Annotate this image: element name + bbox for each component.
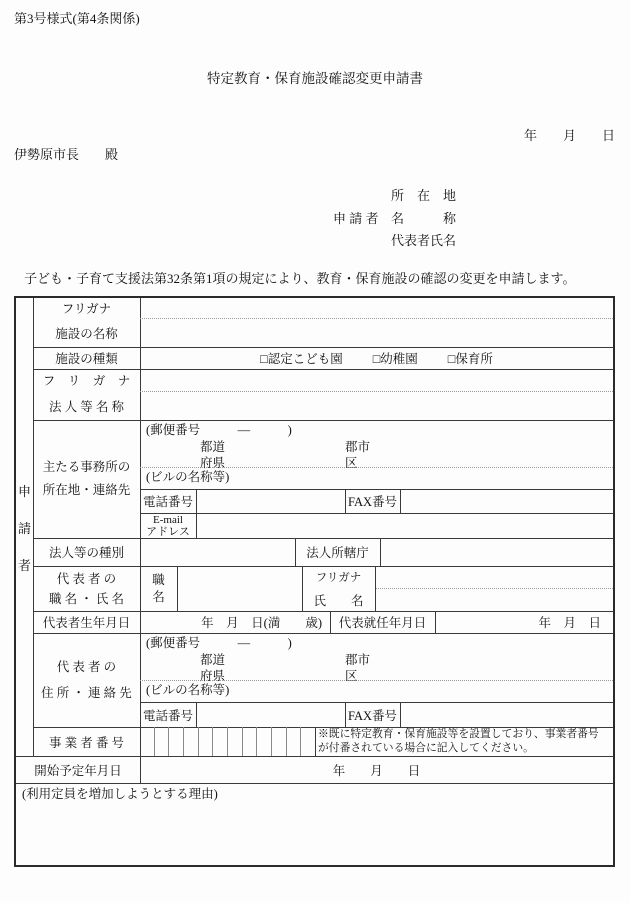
reason-label: (利用定員を増加しようとする理由) [22,787,218,801]
rep-address-label [33,633,140,727]
applicant-name-label: 名 称 [391,211,457,226]
office-pref-line1: 都道 [200,440,226,454]
applicant-location-label: 所 在 地 [391,188,457,203]
facility-type-options [140,347,613,369]
provider-number-digit-cell[interactable] [243,727,258,756]
rep-post-name-label-line1: 代 表 者 の [56,571,117,586]
office-email-label-line2: アドレス [146,525,190,538]
office-pref-line2: 府県 [200,456,226,470]
facility-furigana-input[interactable] [140,298,613,318]
facility-furigana-label: フリガナ [61,302,112,316]
rep-city-line2: 区 [345,669,358,683]
office-address-label-line1: 主たる事務所の [42,460,131,474]
rep-tel-input[interactable] [196,702,345,727]
applicant-vertical-label [16,298,33,756]
office-address-input[interactable] [140,420,613,467]
applicant-vertical-char: 者 [17,557,31,573]
rep-birth-value-hint[interactable]: 年 月 日(満 歳) [201,616,322,630]
rep-fax-input[interactable] [400,702,613,727]
rep-furigana-input[interactable] [375,566,613,588]
office-fax-input[interactable] [400,489,613,513]
provider-number-digit-boxes [140,727,315,756]
corporation-name-label: 法 人 等 名 称 [48,399,124,414]
rep-name-label: 氏 名 [313,593,364,608]
applicant-label: 申 請 者 [333,211,379,226]
rep-post-label-char1: 職 [152,572,165,587]
rep-address-label-line1: 代 表 者 の [56,660,117,674]
corp-type-label: 法人等の種別 [48,546,124,560]
rep-name-input[interactable] [375,588,613,611]
office-fax-label: FAX番号 [347,495,398,509]
office-city-line2: 区 [345,456,358,470]
rep-building-input[interactable] [276,680,613,702]
rep-fax-label: FAX番号 [347,708,398,723]
provider-number-digit-cell[interactable] [301,727,315,756]
addressee: 伊勢原市長 殿 [14,147,119,162]
facility-name-input[interactable] [140,318,613,347]
rep-post-label-char2: 名 [152,589,165,604]
checkbox-option-nintei-kodomoen[interactable]: □認定こども園 [260,352,343,366]
office-email-input[interactable] [196,513,613,538]
corporation-furigana-input[interactable] [140,369,613,391]
rep-postal-label: (郵便番号 ― ) [146,636,292,650]
corp-type-input[interactable] [140,538,295,566]
page-title: 特定教育・保育施設確認変更申請書 [207,71,423,86]
provider-number-label: 事 業 者 番 号 [48,735,124,750]
rep-address-input[interactable] [140,633,613,680]
form-number: 第3号様式(第4条関係) [14,11,140,26]
rep-pref-line1: 都道 [200,653,226,667]
office-postal-label: (郵便番号 ― ) [146,423,292,437]
rep-building-label: (ビルの名称等) [146,683,230,697]
rep-post-input[interactable] [177,566,302,611]
provider-number-digit-cell[interactable] [184,727,199,756]
office-email-label [140,513,196,538]
corporation-furigana-label: フ リ ガ ナ [42,374,131,388]
office-building-label: (ビルの名称等) [146,470,230,484]
office-building-input[interactable] [276,467,613,489]
provider-number-digit-cell[interactable] [213,727,228,756]
corp-authority-label: 法人所轄庁 [306,546,369,560]
rep-post-name-label [33,566,140,611]
office-address-label-line2: 所在地・連絡先 [42,483,131,497]
provider-number-digit-cell[interactable] [169,727,184,756]
provider-number-digit-cell[interactable] [140,727,155,756]
rep-birth-label: 代表者生年月日 [42,616,131,630]
office-address-label [33,420,140,538]
rep-tenure-value-hint[interactable]: 年 月 日 [538,616,601,630]
facility-name-label: 施設の名称 [55,326,118,341]
provider-number-digit-cell[interactable] [155,727,170,756]
rep-furigana-label: フリガナ [315,572,362,584]
representative-name-label: 代表者氏名 [391,233,457,248]
provider-number-digit-cell[interactable] [228,727,243,756]
office-tel-label: 電話番号 [142,495,193,509]
rep-city-line1: 郡市 [345,653,371,667]
provider-number-digit-cell[interactable] [257,727,272,756]
corporation-name-input[interactable] [140,391,613,420]
rep-pref-line2: 府県 [200,669,226,683]
date-line: 年 月 日 [524,128,616,143]
office-tel-input[interactable] [196,489,345,513]
rep-post-name-label-line2: 職 名 ・ 氏 名 [48,591,124,606]
facility-type-label: 施設の種類 [55,352,118,366]
checkbox-option-hoikusho[interactable]: □保育所 [447,352,493,366]
checkbox-option-youchien[interactable]: □幼稚園 [372,352,418,366]
corp-authority-input[interactable] [380,538,613,566]
provider-number-digit-cell[interactable] [199,727,214,756]
provider-number-note: ※既に特定教育・保育施設等を設置しており、事業者番号が付番されている場合に記入してください。 [318,728,599,754]
applicant-vertical-char: 請 [17,520,31,536]
start-date-label: 開始予定年月日 [34,763,122,778]
rep-post-label [140,566,177,611]
application-table [14,296,615,867]
office-city-line1: 郡市 [345,440,371,454]
rep-tenure-label: 代表就任年月日 [338,616,427,630]
applicant-vertical-char: 申 [17,483,31,499]
rep-tel-label: 電話番号 [142,708,193,723]
provider-number-digit-cell[interactable] [272,727,287,756]
rep-address-label-line2: 住 所 ・ 連 絡 先 [41,686,132,700]
start-date-value-hint[interactable]: 年 月 日 [332,763,421,778]
provider-number-digit-cell[interactable] [287,727,302,756]
intro-sentence: 子ども・子育て支援法第32条第1項の規定により、教育・保育施設の確認の変更を申請します。 [24,271,576,286]
office-email-label-line1: E-mail [153,513,183,526]
